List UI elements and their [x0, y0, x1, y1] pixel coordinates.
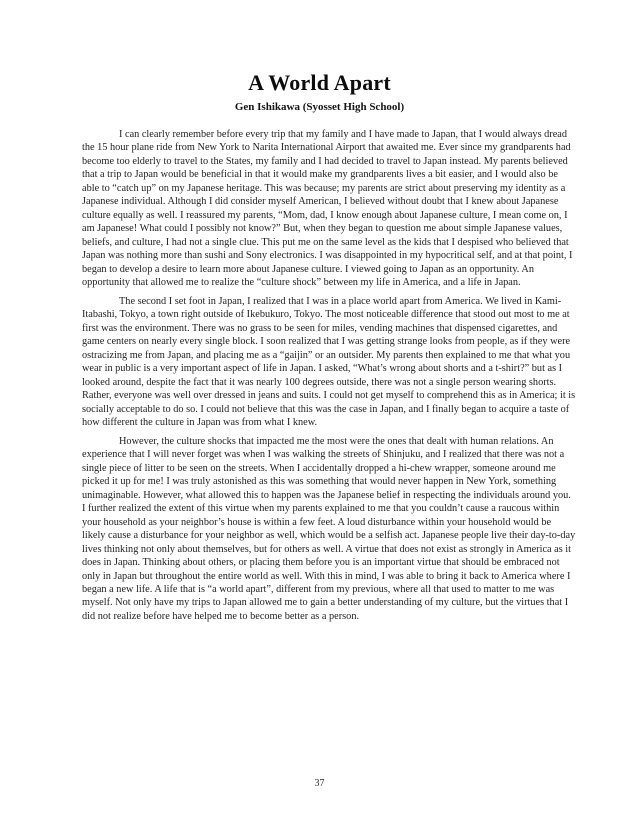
- essay-paragraph-3: However, the culture shocks that impacted me the most were the ones that dealt with human relations. An experience that I will never forget was when I was walking the streets of Shinjuku, and I realized that there was not a single piece of litter to be seen on the streets. When I accidentally dropped a hi-chew wrapper, someone around me picked it up for me! I was truly astonished as this was something that would never happen in New York, something unimaginable. However, what allowed this to happen was the Japanese belief in respecting the individuals around you. I further realized the extent of this virtue when my parents explained to me that you couldn’t cause a raucous within your household as your neighbor’s house is within a few feet. A loud disturbance within your household would be likely cause a disturbance for your neighbor as well, which would be a selfish act. Japanese people live their day-to-day lives thinking not only about themselves, but for others as well. A virtue that does not exist as strongly in America as it does in Japan. Thinking about others, or placing them before you is an important virtue that should be embraced not only in Japan but throughout the entire world as well. With this in mind, I was able to bring it back to America where I began a new life. A life that is “a world apart”, different from my previous, where all that used to matter to me was myself. Not only have my trips to Japan allowed me to gain a better understanding of my culture, but the virtues that I did not realize before have helped me to become better as a person.: [82, 435, 576, 622]
- essay-paragraph-2: The second I set foot in Japan, I realized that I was in a place world apart from America. We lived in Kami-Itabashi, Tokyo, a town right outside of Ikebukuro, Tokyo. The most noticeable difference that stood out most to me at first was the environment. There was no grass to be seen for miles, vending machines that dispensed cigarettes, and game centers on nearly every single block. I soon realized that I was getting strange looks from people, as if they were ostracizing me from Japan, and placing me as a “gaijin” or an outsider. My parents then explained to me that what you wear in public is a very important aspect of life in Japan. I asked, “What’s wrong about shorts and a t-shirt?” but as I looked around, despite the fact that it was nearly 100 degrees outside, there was not a single person wearing shorts. Rather, everyone was well over dressed in jeans and suits. I could not get myself to comprehend this as in America; it is socially acceptable to do so. I could not believe that this was the case in Japan, and I finally began to acquire a taste of how different the culture in Japan was from what I knew.: [82, 295, 576, 429]
- essay-author-line: Gen Ishikawa (Syosset High School): [234, 101, 405, 113]
- essay-paragraph-1: I can clearly remember before every trip that my family and I have made to Japan, that I would always dread the 15 hour plane ride from New York to Narita International Airport that awaited me. Ever since my grandparents had become too elderly to travel to the States, my family and I had decided to travel to Japan instead. My parents believed that a trip to Japan would be beneficial in that it would make my grandparents lives a bit easier, and I would also be able to “catch up” on my Japanese heritage. This was because; my parents are strict about preserving my identity as a Japanese individual. Although I did consider myself American, I believed without doubt that I knew about Japanese culture equally as well. I reassured my parents, “Mom, dad, I know enough about Japanese culture, I mean come on, I am Japanese! What could I possibly not know?” But, when they began to question me about simple Japanese values, beliefs, and culture, I had not a single clue. This put me on the same level as the kids that I despised who believed that Japan was nothing more than sushi and Sony electronics. I was disappointed in my hypocritical self, and at that point, I began to develop a desire to learn more about Japanese culture. I viewed going to Japan as an opportunity. An opportunity that allowed me to realize the “culture shock” between my life in America, and a life in Japan.: [82, 129, 573, 288]
- essay-title: A World Apart: [248, 70, 391, 95]
- essay-body: [82, 128, 576, 629]
- page-number: 37: [314, 778, 325, 789]
